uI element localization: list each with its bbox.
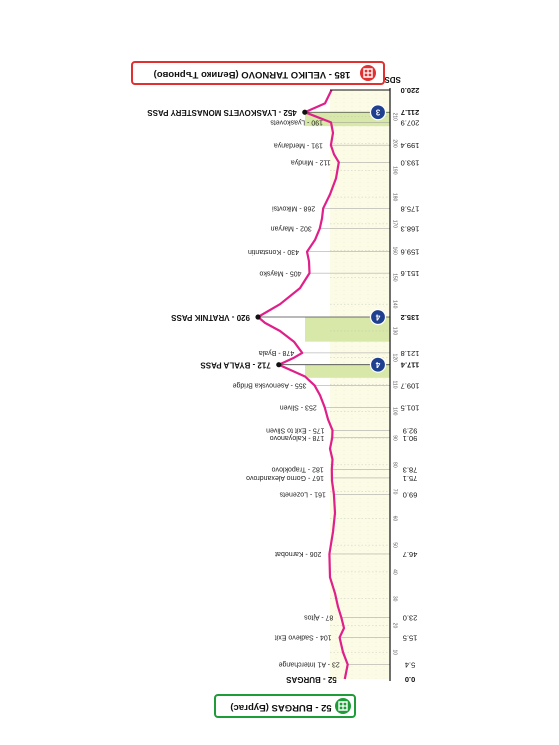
waypoint-label: 104 - Sadievo Exit <box>274 633 332 641</box>
climb-category-icon <box>371 105 386 120</box>
km-label: 15.5 <box>402 633 418 643</box>
km-label: 168.3 <box>400 224 420 234</box>
km-tick: 50 <box>391 542 398 548</box>
waypoint-label: 23 - A1 Interchange <box>278 660 340 668</box>
km-tick: 110 <box>391 380 398 389</box>
start-flag-icon <box>335 698 351 714</box>
km-tick: 190 <box>391 166 398 175</box>
waypoint-label: 206 - Karnobat <box>275 550 322 558</box>
summit-dot <box>302 110 307 115</box>
km-label: 0.0 <box>404 675 416 685</box>
waypoint-label: 87 - Ajtos <box>304 613 334 621</box>
km-label: 199.4 <box>400 141 420 151</box>
waypoint-label: 405 - Maysko <box>259 269 302 277</box>
waypoint-label: 52 - BURGAS <box>286 674 337 684</box>
svg-text:4: 4 <box>375 360 381 370</box>
finish-flag-icon <box>360 65 376 81</box>
start-banner <box>215 695 355 717</box>
summit-dot <box>276 362 281 367</box>
km-tick: 150 <box>391 273 398 282</box>
waypoint-label: 167 - Gorno Alexandrovo <box>246 474 324 482</box>
waypoint-label: 478 - Byala <box>258 349 295 357</box>
km-tick: 40 <box>391 569 398 575</box>
waypoint-label: 112 - Mindya <box>290 158 331 166</box>
km-label: 75.1 <box>402 473 418 483</box>
km-tick: 140 <box>391 300 398 309</box>
km-label: 101.5 <box>400 403 420 413</box>
waypoint-label: 712 - BYALA PASS <box>200 360 271 370</box>
svg-text:4: 4 <box>375 312 381 322</box>
km-label: 109.7 <box>400 381 420 391</box>
km-tick-labels <box>392 113 398 656</box>
waypoint-label: 191 - Merdanya <box>273 141 323 149</box>
summit-dot <box>255 314 260 319</box>
km-tick: 180 <box>391 192 398 202</box>
finish-banner <box>132 62 384 84</box>
km-tick: 200 <box>391 139 398 148</box>
km-tick: 20 <box>391 622 398 629</box>
km-label: 23.0 <box>402 613 418 623</box>
waypoint-label: 920 - VRATNIK PASS <box>171 312 250 322</box>
km-tick: 30 <box>391 595 398 602</box>
km-tick: 130 <box>391 326 398 336</box>
waypoint-label: 182 - Trapoklovo <box>271 465 324 473</box>
km-tick: 100 <box>391 407 398 416</box>
km-label: 90.1 <box>402 433 418 443</box>
waypoint-label: 430 - Konstantin <box>248 247 299 255</box>
svg-text:3: 3 <box>375 107 381 117</box>
km-tick: 90 <box>391 435 398 441</box>
km-label: 193.0 <box>400 158 420 168</box>
km-label: 46.7 <box>402 549 418 559</box>
waypoint-label: 178 - Kaloyanovo <box>269 433 325 441</box>
waypoint-label: 175 - Exit to Sliven <box>266 426 325 434</box>
km-label: 135.2 <box>400 313 420 323</box>
waypoint-label: 253 - Sliven <box>279 403 317 411</box>
km-label: 69.0 <box>402 490 418 500</box>
finish-label: 185 - VELIKO TARNOVO (Велико Търново) <box>153 69 351 80</box>
km-label: 175.8 <box>400 204 420 214</box>
km-label: 5.4 <box>404 660 416 670</box>
km-label: 78.3 <box>402 465 418 475</box>
km-label: 220.0 <box>400 86 420 96</box>
waypoint-label: 161 - Lozenets <box>279 490 326 498</box>
km-label: 151.6 <box>400 269 420 279</box>
start-label: 52 - BURGAS (Бургас) <box>230 702 332 713</box>
km-label: 207.9 <box>400 118 420 128</box>
waypoint-label: 190 - Lyaskovets <box>270 118 323 126</box>
km-tick: 210 <box>391 112 398 121</box>
km-tick: 160 <box>391 246 398 255</box>
km-label: 92.9 <box>402 426 418 436</box>
km-label: 159.6 <box>400 247 420 257</box>
km-label: 117.4 <box>400 360 420 370</box>
climb-category-icon <box>371 357 386 372</box>
km-tick: 80 <box>391 462 398 468</box>
km-tick: 60 <box>391 515 398 522</box>
waypoint-label: 355 - Asenovska Bridge <box>232 381 307 389</box>
km-label: 121.8 <box>400 348 420 358</box>
km-label: 211.7 <box>400 108 420 118</box>
sds-label: SDS <box>384 75 401 84</box>
waypoint-label: 452 - LYASKOVETS MONASTERY PASS <box>147 108 297 118</box>
km-tick: 170 <box>391 219 398 229</box>
km-tick: 120 <box>391 353 398 362</box>
km-tick: 70 <box>391 488 398 495</box>
km-tick: 10 <box>391 649 398 656</box>
waypoint-label: 268 - Mikovtsi <box>272 204 316 212</box>
climb-category-icon <box>371 310 386 325</box>
waypoint-label: 302 - Maryan <box>270 224 312 232</box>
